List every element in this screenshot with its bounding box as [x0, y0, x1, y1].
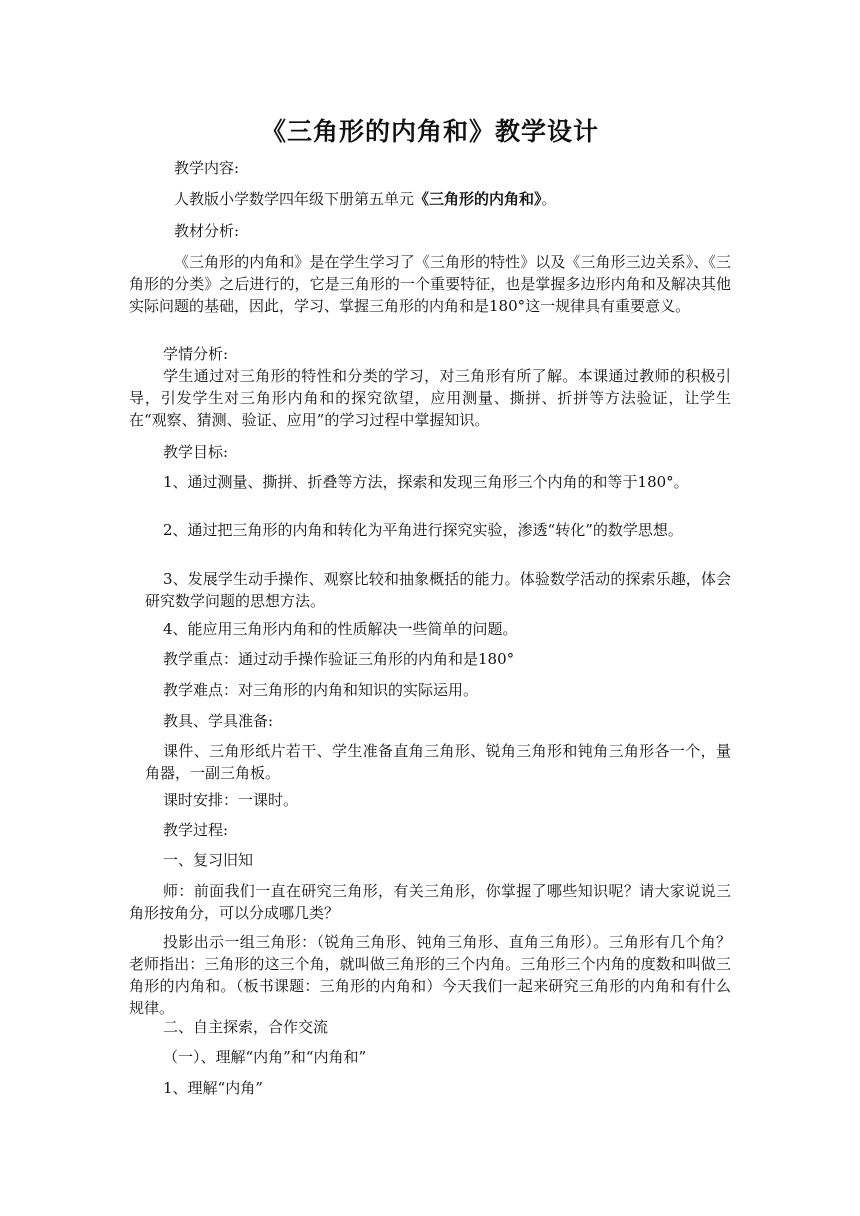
goal-4: 4、能应用三角形内角和的性质解决一些简单的问题。: [163, 620, 518, 638]
content-prefix: 人教版小学数学四年级下册第五单元: [174, 190, 415, 208]
document-title: 《三角形的内角和》教学设计: [260, 117, 599, 146]
content-suffix: 。: [541, 190, 557, 208]
goal-1: 1、通过测量、撕拼、折叠等方法，探索和发现三角形三个内角的和等于180°。: [163, 473, 689, 491]
goal-2: 2、通过把三角形的内角和转化为平角进行探究实验，渗透“转化”的数学思想。: [163, 521, 683, 539]
goal-3: 3、发展学生动手操作、观察比较和抽象概括的能力。体验数学活动的探索乐趣，体会研究数学问题的思想方法。: [145, 570, 731, 610]
difficulty: 教学难点：对三角形的内角和知识的实际运用。: [163, 681, 479, 699]
content-bold-title: 《三角形的内角和》: [414, 190, 542, 208]
material-paragraph: 《三角形的内角和》是在学生学习了《三角形的特性》以及《三角形三边关系》、《三角形的分类》之后进行的，它是三角形的一个重要特征，也是掌握多边形内角和及解决其他实际问题的基础，因此，学习、掌握三角形的内角和是180°这一规律具有重要意义。: [129, 253, 731, 315]
content-line: [174, 188, 557, 210]
tools-paragraph: 课件、三角形纸片若干、学生准备直角三角形、锐角三角形和钝角三角形各一个，量角器，一副三角板。: [145, 742, 731, 782]
student-heading: 学情分析:: [163, 345, 229, 363]
student-paragraph: 学生通过对三角形的特性和分类的学习，对三角形有所了解。本课通过教师的积极引导，引发学生对三角形内角和的探究欲望，应用测量、撕拼、折拼等方法验证，让学生在“观察、猜测、验证、应用”的学习过程中掌握知识。: [129, 367, 731, 429]
tools-heading: 教具、学具准备:: [163, 712, 274, 730]
teacher-question: 师：前面我们一直在研究三角形，有关三角形，你掌握了哪些知识呢？请大家说说三角形按角分，可以分成哪几类？: [129, 882, 731, 922]
schedule: 课时安排：一课时。: [163, 791, 299, 809]
subsection-1-1-heading: 1、理解“内角”: [163, 1079, 263, 1097]
projection-paragraph: 投影出示一组三角形：（锐角三角形、钝角三角形、直角三角形）。三角形有几个角？老师指出：三角形的这三个角，就叫做三角形的三个内角。三角形三个内角的度数和叫做三角形的内角和。（板书课题：三角形的内角和）今天我们一起来研究三角形的内角和有什么规律。: [129, 933, 731, 1017]
section-2-heading: 二、自主探索，合作交流: [163, 1018, 329, 1036]
goals-heading: 教学目标:: [163, 443, 229, 461]
key-point: 教学重点：通过动手操作验证三角形的内角和是180°: [163, 650, 515, 668]
subsection-1-heading: （一）、理解“内角”和“内角和”: [163, 1048, 367, 1066]
section-1-heading: 一、复习旧知: [163, 851, 254, 869]
material-heading: 教材分析:: [174, 222, 240, 240]
process-heading: 教学过程:: [163, 821, 229, 839]
content-heading: 教学内容:: [174, 159, 240, 177]
